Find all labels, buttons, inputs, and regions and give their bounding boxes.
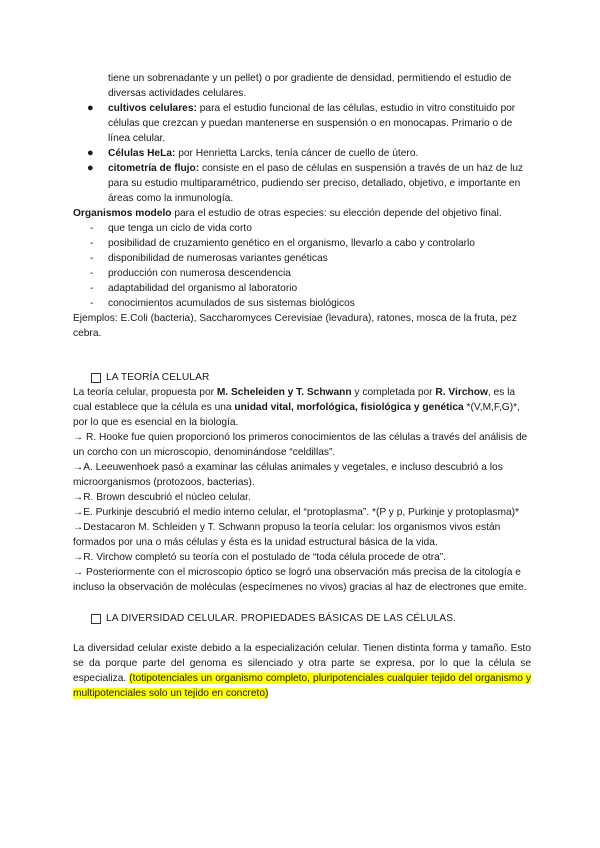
- history-line: →R. Virchow completó su teoría con el postulado de “toda célula procede de otra”.: [73, 552, 446, 563]
- list-item: [73, 161, 531, 206]
- history-line: →A. Leeuwenhoek pasó a examinar las células animales y vegetales, e incluso descubrió a los microorganismos (protozoos, bacterias).: [73, 462, 503, 488]
- list-item: [73, 236, 531, 251]
- dash-icon: -: [90, 223, 94, 234]
- history-line: →R. Brown descubrió el núcleo celular.: [73, 492, 251, 503]
- bullet-term: citometría de flujo:: [108, 163, 200, 174]
- technique-list: [73, 101, 531, 206]
- dash-icon: -: [90, 253, 94, 264]
- highlighted-text: (totipotenciales un organismo completo, pluripotenciales cualquier tejido del organismo y multipotenciales solo un tejido en concreto): [73, 673, 531, 699]
- theory-authors: M. Scheleiden y T. Schwann: [216, 387, 352, 398]
- list-item: [73, 251, 531, 266]
- theory-author: R. Virchow: [435, 387, 488, 398]
- list-item: [73, 296, 531, 311]
- history-line: → Posteriormente con el microscopio óptico se logró una observación más precisa de la citología e incluso la observación de moléculas (especímenes no vivos) gracias al haz de electrones que emite.: [73, 567, 527, 593]
- model-organisms-term: Organismos modelo: [73, 208, 172, 219]
- bullet-text: por Henrietta Larcks, tenía cáncer de cuello de útero.: [175, 148, 419, 159]
- dash-icon: -: [90, 238, 94, 249]
- checkbox-icon: [91, 614, 101, 624]
- list-item: [73, 101, 531, 146]
- bullet-icon: ●: [87, 147, 94, 159]
- list-item: [73, 281, 531, 296]
- document-page: [73, 71, 531, 701]
- dash-icon: -: [90, 283, 94, 294]
- bullet-icon: ●: [87, 162, 94, 174]
- list-item: [73, 221, 531, 236]
- theory-text: *(V,M,F,G)*, por lo que es esencial en la biología.: [73, 402, 520, 428]
- criteria-list: [73, 221, 531, 311]
- dash-icon: -: [90, 268, 94, 279]
- bullet-text: para el estudio funcional de las células, estudio in vitro constituido por células que crezcan y puedan mantenerse en suspensión o en monocapas. Primario o de línea celular.: [108, 103, 516, 144]
- theory-text: , es la cual establece que la célula es una: [73, 387, 516, 413]
- intro-continuation: tiene un sobrenadante y un pellet) o por gradiente de densidad, permitiendo el estudio de diversas actividades celulares.: [108, 73, 512, 99]
- bullet-text: consiste en el paso de células en suspensión a través de un haz de luz para su estudio multiparamétrico, pudiendo ser preciso, detallado, objetivo, e importante en áreas como la inmunología.: [108, 163, 524, 204]
- bullet-term: cultivos celulares:: [108, 103, 197, 114]
- section-heading-diversidad: [73, 611, 531, 626]
- section-title: LA DIVERSIDAD CELULAR. PROPIEDADES BÁSICAS DE LAS CÉLULAS.: [106, 613, 457, 624]
- list-item: [73, 146, 531, 161]
- criteria-text: que tenga un ciclo de vida corto: [108, 223, 252, 234]
- criteria-text: producción con numerosa descendencia: [108, 268, 291, 279]
- bullet-icon: ●: [87, 102, 94, 114]
- criteria-text: adaptabilidad del organismo al laboratorio: [108, 283, 298, 294]
- history-line: →Destacaron M. Schleiden y T. Schwann propuso la teoría celular: los organismos vivos están formados por una o más células y ésta es la unidad estructural básica de la vida.: [73, 522, 501, 548]
- examples-text: Ejemplos: E.Coli (bacteria), Saccharomyces Cerevisiae (levadura), ratones, mosca de la fruta, pez cebra.: [73, 313, 517, 339]
- dash-icon: -: [90, 298, 94, 309]
- section-title: LA TEORÍA CELULAR: [106, 372, 210, 383]
- diversity-text: La diversidad celular existe debido a la especialización celular. Tienen distinta forma y tamaño. Esto se da porque parte del genoma es silenciado y otra parte se expresa, por lo que la célula se especializa.: [73, 643, 531, 684]
- diversity-paragraph: [73, 641, 531, 701]
- theory-text: y completada por: [351, 387, 436, 398]
- checkbox-icon: [91, 373, 101, 383]
- model-organisms-text: para el estudio de otras especies: su elección depende del objetivo final.: [171, 208, 502, 219]
- theory-paragraph: [73, 385, 531, 430]
- criteria-text: disponibilidad de numerosas variantes genéticas: [108, 253, 328, 264]
- criteria-text: conocimientos acumulados de sus sistemas biológicos: [108, 298, 355, 309]
- section-heading-teoria: [73, 370, 531, 385]
- history-line: →E. Purkinje descubrió el medio interno celular, el “protoplasma”. *(P y p, Purkinje y protoplasma)*: [73, 507, 520, 518]
- theory-key-phrase: unidad vital, morfológica, fisiológica y genética: [234, 402, 464, 413]
- history-line: → R. Hooke fue quien proporcionó los primeros conocimientos de las células a través del análisis de un corcho con un microscopio, denominándose “celdillas”.: [73, 432, 528, 458]
- model-organisms-intro: [73, 206, 531, 221]
- criteria-text: posibilidad de cruzamiento genético en el organismo, llevarlo a cabo y controlarlo: [108, 238, 475, 249]
- list-item: [73, 266, 531, 281]
- bullet-term: Células HeLa:: [108, 148, 176, 159]
- theory-text: La teoría celular, propuesta por: [73, 387, 217, 398]
